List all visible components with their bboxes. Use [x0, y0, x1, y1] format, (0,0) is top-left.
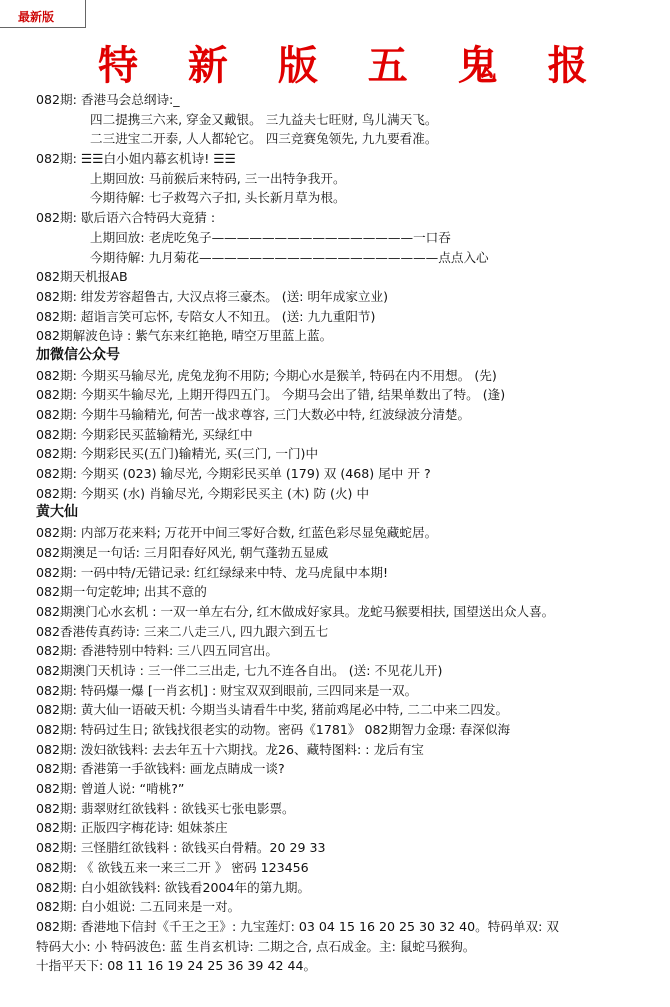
text-line: 082期: 三怪腊红欲钱料 : 欲钱买白骨精。20 29 33	[36, 840, 326, 856]
text-line: 082期: 超诣言笑可忘怀, 专陪女人不知丑。 (送: 九九重阳节)	[36, 308, 376, 324]
text-line: 082期: 正版四字梅花诗: 姐妹茶庄	[36, 820, 228, 836]
text-line: 082期: 今期买 (023) 输尽光, 今期彩民买单 (179) 双 (468) 尾中 开 ?	[36, 466, 431, 482]
page-title: 特 新 版 五 鬼 报	[98, 42, 606, 89]
text-line: 082期: 曾道人说: “啃桃?”	[36, 781, 185, 797]
text-line: 082期一句定乾坤; 出其不意的	[36, 584, 207, 600]
text-line: 082期: 今期买 (水) 肖输尽光, 今期彩民买主 (木) 防 (火) 中	[36, 485, 370, 501]
text-line: 082香港传真药诗: 三来二八走三八, 四九跟六到五七	[36, 623, 329, 639]
text-line: 二三进宝二开泰, 人人都轮它。 四三竞赛兔领先, 九九要看准。	[90, 131, 438, 147]
edition-tag: 最新版	[0, 0, 86, 28]
text-line: 082期: 翡翠财红欲钱料 : 欲钱买七张电影票。	[36, 800, 295, 816]
text-line: 四二提携三六来, 穿金又戴银。 三九益夫七旺财, 鸟儿满天飞。	[90, 111, 438, 127]
text-line: 082期: 白小姐欲钱料: 欲钱看2004年的第九期。	[36, 879, 311, 895]
text-line: 上期回放: 马前猴后来特码, 三一出特争我开。	[90, 170, 346, 186]
text-line: 082期天机报AB	[36, 269, 128, 285]
text-line: 082期: 今期彩民买(五门)输精光, 买(三门, 一门)中	[36, 446, 319, 462]
text-line: 082期: ☰☰白小姐内幕玄机诗! ☰☰	[36, 151, 236, 167]
text-line: 上期回放: 老虎吃兔子————————————————一口吞	[90, 229, 451, 245]
text-line: 今期待解: 七子救驾六子扣, 头长新月草为根。	[90, 190, 346, 206]
text-line: 十指平天下: 08 11 16 19 24 25 36 39 42 44。	[36, 958, 317, 974]
text-line: 082期: 歇后语六合特码大竟猜 :	[36, 210, 216, 226]
text-line: 082期: 《 欲钱五来一来三二开 》 密码 123456	[36, 859, 309, 875]
section-heading: 黄大仙	[36, 504, 78, 521]
text-line: 082期澳门心水玄机 : 一双一单左右分, 红木做成好家具。龙蛇马猴要相扶, 国望送出众人喜。	[36, 603, 555, 619]
text-line: 082期: 内部万花来料; 万花开中间三零好合数, 红蓝色彩尽显兔藏蛇居。	[36, 525, 438, 541]
text-line: 082期: 一码中特/无错记录: 红红绿绿来中特、龙马虎鼠中本期!	[36, 564, 389, 580]
text-line: 082期: 白小姐说: 二五同来是一对。	[36, 899, 241, 915]
text-line: 082期澳门天机诗 : 三一伴二三出走, 七九不连各自出。 (送: 不见花儿开)	[36, 662, 443, 678]
text-line: 082期: 泼妇欲钱料: 去去年五十六期找。龙26、藏特图料: : 龙后有宝	[36, 741, 424, 757]
text-line: 082期解波色诗 : 紫气东来红艳艳, 晴空万里蓝上蓝。	[36, 328, 333, 344]
text-line: 082期: 今期买马输尽光, 虎兔龙狗不用防; 今期心水是猴羊, 特码在内不用想。 (先)	[36, 367, 497, 383]
text-line: 082期澳足一句话: 三月阳春好风光, 朝气蓬勃五显威	[36, 544, 329, 560]
text-line: 082期: 黄大仙一语破天机: 今期当头请看牛中奖, 猪前鸡尾必中特, 二二中来二四发。	[36, 702, 509, 718]
content-body	[0, 90, 670, 976]
text-line: 今期待解: 九月菊花———————————————————点点入心	[90, 249, 489, 265]
text-line: 082期: 特码过生日; 欲钱找很老实的动物。密码《1781》 082期智力金璟: 春深似海	[36, 722, 511, 737]
text-line: 082期: 今期彩民买蓝输精光, 买绿红中	[36, 426, 253, 442]
text-line: 082期: 特码爆一爆 [一肖玄机] : 财宝双双到眼前, 三四同来是一双。	[36, 682, 418, 698]
text-line: 082期: 绀发芳容超鲁古, 大汉点将三豪杰。 (送: 明年成家立业)	[36, 288, 389, 304]
text-line: 082期: 香港地下信封《千王之王》: 九宝莲灯: 03 04 15 16 20 25 30 32 40。特码单双: 双	[36, 918, 559, 934]
text-line: 082期: 今期牛马输精光, 何苦一战求尊容, 三门大数必中特, 红波绿波分清楚。	[36, 407, 471, 422]
section-heading: 加微信公众号	[36, 346, 120, 363]
text-line: 特码大小: 小 特码波色: 蓝 生肖玄机诗: 二期之合, 点石成金。主: 鼠蛇马猴狗。	[36, 938, 476, 954]
text-line: 082期: 香港第一手欲钱料: 画龙点睛成一谈?	[36, 761, 285, 777]
text-line: 082期: 香港马会总纲诗:_	[36, 92, 180, 107]
text-line: 082期: 香港特别中特料: 三八四五同宫出。	[36, 643, 279, 659]
text-line: 082期: 今期买牛输尽光, 上期开得四五门。 今期马会出了错, 结果单数出了特。 (逢)	[36, 387, 506, 403]
